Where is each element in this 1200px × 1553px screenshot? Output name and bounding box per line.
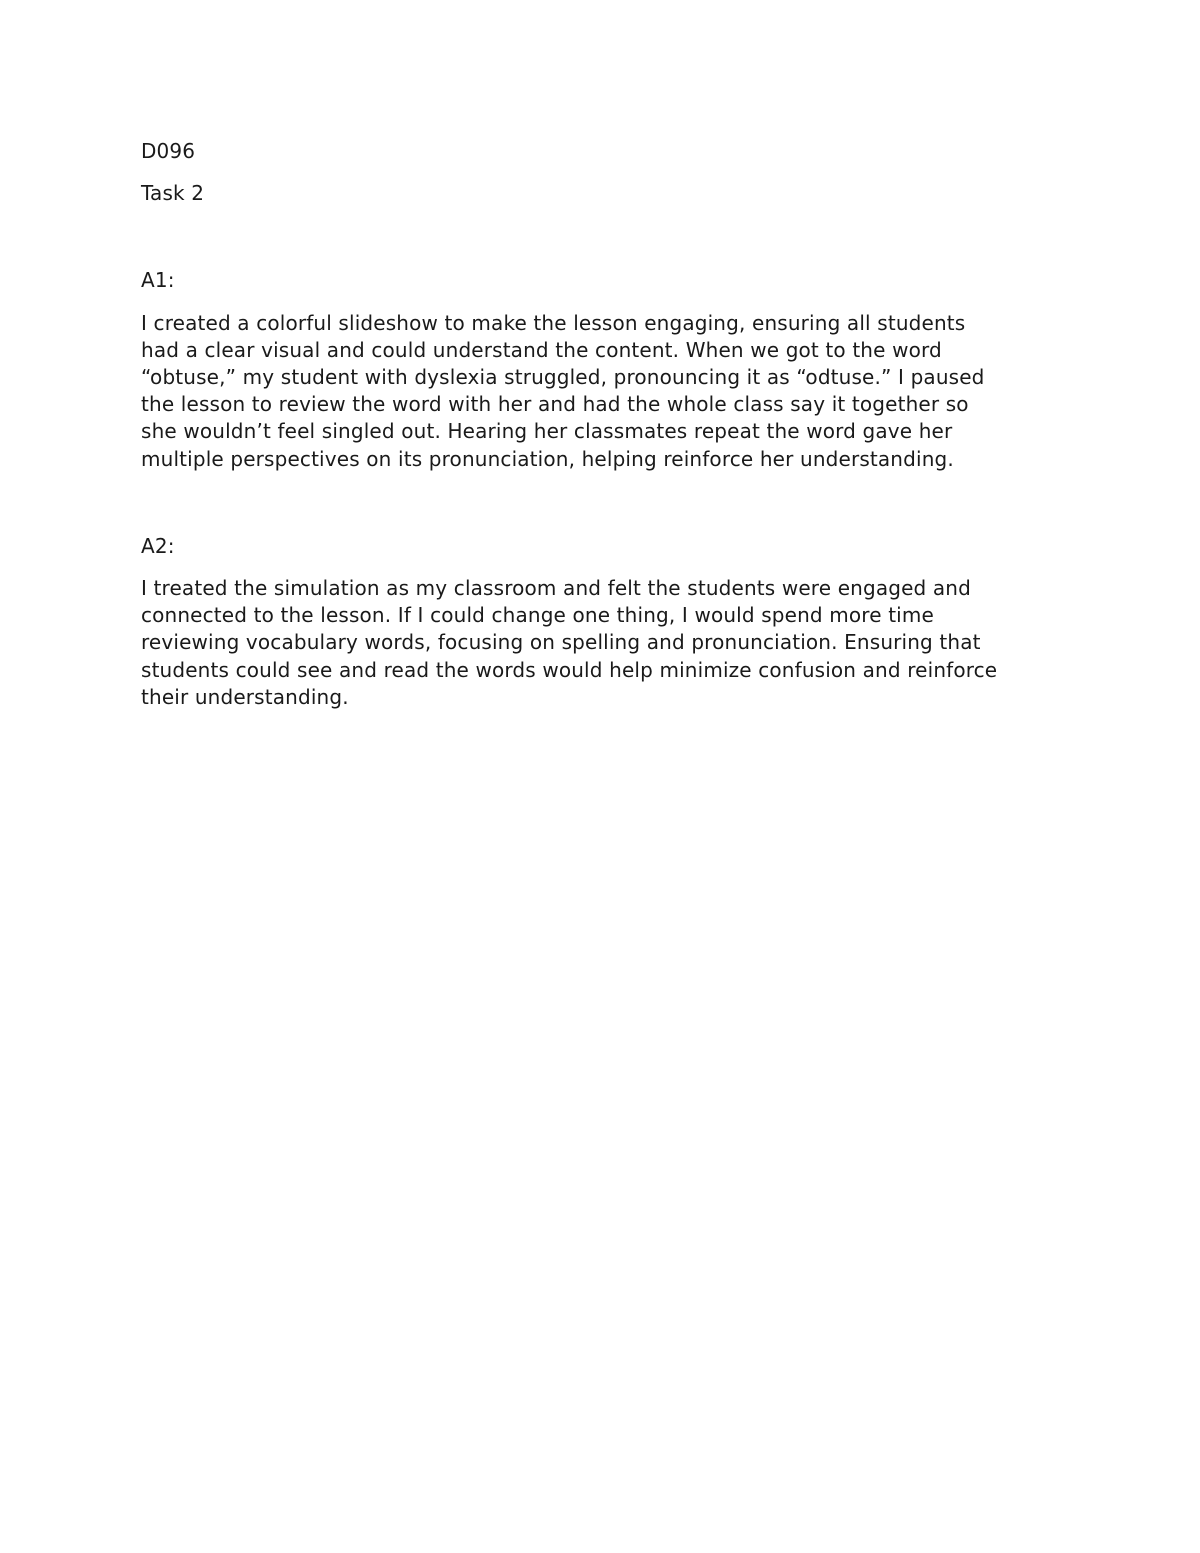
paragraph-line: students could see and read the words would help minimize confusion and reinforce: [141, 657, 998, 682]
paragraph-line: I treated the simulation as my classroom and felt the students were engaged and: [141, 576, 971, 601]
paragraph-line: connected to the lesson. If I could change one thing, I would spend more time: [141, 603, 934, 628]
section-paragraph: [141, 575, 1071, 711]
section-a2: [141, 533, 1071, 711]
paragraph-line: had a clear visual and could understand the content. When we got to the word: [141, 337, 942, 362]
task-label: Task 2: [141, 181, 205, 206]
paragraph-line: the lesson to review the word with her and had the whole class say it together so: [141, 392, 969, 417]
paragraph-line: “obtuse,” my student with dyslexia struggled, pronouncing it as “odtuse.” I paused: [141, 365, 985, 390]
section-paragraph: [141, 310, 1071, 473]
paragraph-line: I created a colorful slideshow to make the lesson engaging, ensuring all students: [141, 310, 966, 335]
section-heading: A1:: [141, 268, 175, 293]
paragraph-line: reviewing vocabulary words, focusing on spelling and pronunciation. Ensuring that: [141, 630, 981, 655]
section-a1: [141, 267, 1071, 472]
document-body: [141, 138, 1071, 771]
paragraph-line: multiple perspectives on its pronunciation, helping reinforce her understanding.: [141, 446, 954, 471]
course-code: D096: [141, 139, 196, 163]
section-heading: A2:: [141, 533, 175, 558]
paragraph-line: she wouldn’t feel singled out. Hearing her classmates repeat the word gave her: [141, 419, 953, 444]
paragraph-line: their understanding.: [141, 684, 349, 709]
